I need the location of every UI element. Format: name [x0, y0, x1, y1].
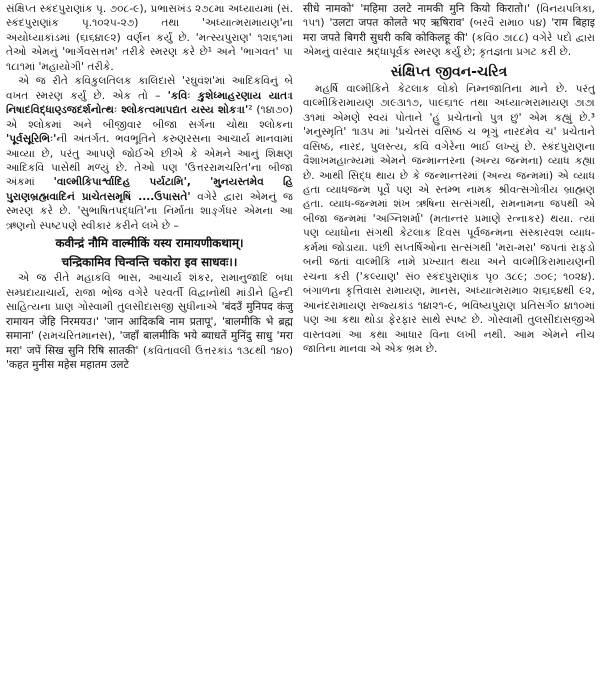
- left-paragraph-2-end: વગેરે દ્વારા એમનું જ સ્મરણ કરે છે. 'સુભાષિતપદ્ધતિ'ના નિર્માતા શાર્ઙ્ગધર એમના આ ઋણનો સ્પષ્ટપણે સ્વીકાર કરીને લખે છે –: [6, 190, 293, 232]
- left-paragraph-1: સંક્ષિપ્ત સ્કંદપુરાણાંક પૃ. ૭૦૮-૯), પ્રભાસખંડ ૨૭૮મા અધ્યાયમાં (સં. સ્કંદપુરાણાંક પૃ.૧૦૨૫-૨૭) તથા 'અધ્યાત્મરામાયણ'ના અયોધ્યાકાંડમાં (૬।૬૪।૯૨) વર્ણન કર્યું છે. 'મત્સ્યપુરાણ' ૧૨।૬૧માં તેઓ એમનું 'ભાર્ગવસત્તમ' તરીકે સ્મરણ કરે છે¹ અને 'ભાગવત' ૫।૧૮।૧માં 'મહાયોગી' તરીકે.: [6, 3, 293, 73]
- left-paragraph-2-intro: એ જ રીતે કવિકુલતિલક કાલિદાસે 'રઘુવંશ'માં આદિકવિનું બે વખત સ્મરણ કર્યું છે. એક તો –: [6, 75, 293, 102]
- right-paragraph-1: सीधे नामको' 'महिमा उलटे नामकी मुनि कियो किरातो।' (વિનયપત્રિકા, ૧૫૧) 'उलटा जपत कोलते भए ऋषिराव' (બરવૈ રામા૦ ૫૪) 'राम बिहाइ मरा जपते बिगरी सुधरी कबि कोकिलहू की' (કવિ૦ ૭।૮૮) વગેરે પદો દ્વારા એમનું વારંવાર શ્રદ્ધાપૂર્વક સ્મરણ કર્યું છે; કૃતજ્ઞતા પ્રગટ કરી છે.: [303, 3, 595, 59]
- purvasuribhih-quote: 'પૂર્વસૂરિભિઃ': [6, 133, 57, 146]
- raghuvansha-verse-quote: 'કવિઃ કુશેધ્માહરણાય યાતઃ।નિષાદવિદ્ધાણ્ડજદર્શનોત્થઃ શ્લોકત્વમાપદ્યત યસ્ય શોકઃ।।': [6, 89, 293, 117]
- right-column: [303, 2, 595, 356]
- uttararamacharita-quote: 'વાલ્મીકિપાર્શ્વાદિહ પર્યટામિ', 'મુનયસ્તમેવ હિ પુરાણબ્રહ્મવાદિનં પ્રાચેતસમૃષિં ....ઉપાસતે': [6, 176, 293, 203]
- left-column: [6, 2, 293, 372]
- sanskrit-verse-line-1: कवीन्द्रं नौमि वाल्मीकिं यस्य रामायणीकथाम्।: [55, 236, 244, 251]
- left-paragraph-3: એ જ રીતે મહાકવિ ભાસ, આચાર્ય શંકર, રામાનુજાદિ બધા સમ્પ્રદાયાચાર્ય, રાજા ભોજ વગેરે પરવર્તી વિદ્વાનોથી માંડીને હિન્દી સાહિત્યના પ્રાણ ગોસ્વામી તુલસીદાસજી સુધીનાએ 'बंदउँ मुनिपद कंजु रामायन जेहि निरमयउ।' 'जान आदिकबि नाम प्रतापू', 'बालमीकि भे ब्रह्म समाना' (રામચરિતમાનસ), 'जहाँ बालमीकि भये ब्याधतें मुनिंदु साधु 'मरा मरा' जपें सिख सुनि रिषि सातकी' (કવિતાવલી ઉત્તરકાંડ ૧૩૮થી ૧૪૦) 'कहत मुनीस महेस महातम उलटे: [6, 272, 293, 371]
- section-heading: સંક્ષિપ્ત જીવન-ચરિત્ર: [390, 63, 508, 80]
- right-paragraph-2: મહર્ષિ વાલ્મીકિને કેટલાક લોકો નિમ્નજાતિના માને છે. પરંતુ વાલ્મીકિરામાયણ ૭।૯૩।૧૭, ૫।૯૬।૧૯ તથા અધ્યાત્મરામાયણ ૭।૭।૩૧માં એમણે સ્વયં પોતાને 'હું પ્રચેતાનો પુત્ર છું' એમ કહ્યું છે.³ 'મનુસ્મૃતિ' ૧।૩૫ માં 'પ્રચેતસં વસિષ્ઠં ચ ભૃગું નારદમેવ ચ' પ્રચેતાને વસિષ્ઠ, નારદ, પુલસ્ત્ય, કવિ વગેરેના ભાઈ લખ્યું છે. સ્કંદપુરાણના વૈશાખમહાત્મ્યમાં એમને જન્માન્તરના (અન્ય જન્મના) વ્યાધ કહ્યા છે. આથી સિદ્ધ થાય છે કે જન્માન્તરમાં (અન્ય જન્મમાં) એ વ્યાધ હતા વ્યાધજન્મ પૂર્વે પણ એ સ્તમ્ભ નામક શ્રીવત્સગોત્રીય બ્રાહ્મણ હતા. વ્યાધ-જન્મમાં શંખ ઋષિના સત્સંગથી, રામનામના જપથી એ બીજા જન્મમાં 'અગ્નિશર્મા' (મતાન્તર પ્રમાણે રત્નાકર) થયા. ત્યાં પણ વ્યાધોના સંગથી કેટલાક દિવસ પૂર્વજન્મના સંસ્કારવશ વ્યાધ-કર્મમાં જોડાયા. પછી સપ્તર્ષિઓના સત્સંગથી 'મરા-મરા' જપતાં રાફડો બની જતાં વાલ્મીકિ નામે પ્રખ્યાત થયા અને વાલ્મીકિરામાયણની રચના કરી ('કલ્યાણ' સં૦ સ્કંદપુરાણાંક પૃ૦ ૩૮૯; ૭૦૯; ૧૦૨૪). બંગાળના કૃત્તિવાસ રામાયણ, માનસ, અધ્યાત્મરામા૦ ૨।૬।૬૪થી ૯૨, આનંદરામાયણ રાજ્યકાંડ ૧૪।૨૧-૯, ભવિષ્યપુરાણ પ્રતિસર્ગ૦ ૪।૧૦માં પણ આ કથા થોડા ફેરફાર સાથે સ્પષ્ટ છે. ગોસ્વામી તુલસીદાસજીએ વાસ્તવમાં આ કથા આધાર વિના લખી નથી. આમ એમને નીચ જાતિના માનવા એ એક ભ્રમ છે.: [303, 82, 595, 355]
- sanskrit-verse-line-2: चन्द्रिकामिव चिन्वन्ति चकोरा इव साधवः।।: [61, 255, 238, 270]
- left-paragraph-2-body: ની અંતર્ગત. ભવભૂતિને કરુણરસના આચાર્ય માનવામાં આવ્યા છે, પરંતુ આપણે જોઈએ છીએ કે એમને આનું શિક્ષણ આદિકવિ પાસેથી મળ્યું છે. તેઓ પણ 'ઉત્તરરામચરિત'ના બીજા અંકમાં: [6, 133, 293, 189]
- left-paragraph-2: [6, 74, 293, 233]
- left-paragraph-2-ref: ² (૧૪।૭૦) એ શ્લોકમાં અને બીજીવાર બીજા સર્ગના ચોથા શ્લોકના: [6, 104, 293, 131]
